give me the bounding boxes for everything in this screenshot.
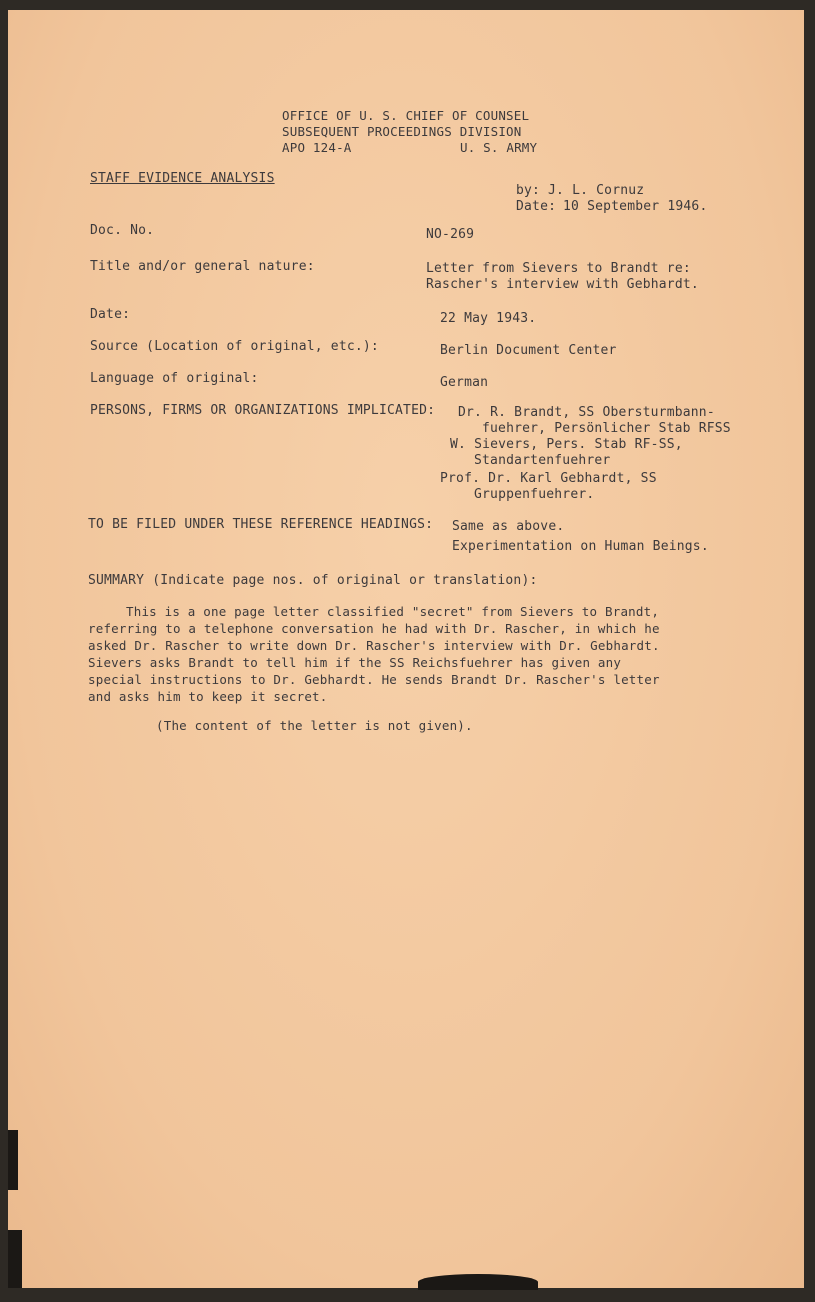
date-label: Date: [516, 199, 557, 214]
summary-label: SUMMARY (Indicate page nos. of original or translation): [88, 573, 538, 588]
paper-edge-damage [8, 1230, 22, 1288]
by-label: by: [516, 183, 541, 198]
title-nature-value-1: Letter from Sievers to Brandt re: [426, 261, 691, 276]
summary-line-6: and asks him to keep it secret. [88, 689, 328, 704]
language-value: German [440, 375, 489, 390]
doc-no-label: Doc. No. [90, 223, 155, 238]
document-page [8, 10, 804, 1288]
paper-tear [418, 1274, 538, 1290]
header-line-1: OFFICE OF U. S. CHIEF OF COUNSEL [282, 108, 530, 123]
document-title: STAFF EVIDENCE ANALYSIS [90, 171, 275, 186]
doc-no-value: NO-269 [426, 227, 475, 242]
persons-line-6: Gruppenfuehrer. [474, 487, 595, 502]
language-label: Language of original: [90, 371, 259, 386]
persons-line-4: Standartenfuehrer [474, 453, 611, 468]
doc-date-value: 22 May 1943. [440, 311, 537, 326]
doc-date-label: Date: [90, 307, 131, 322]
persons-label: PERSONS, FIRMS OR ORGANIZATIONS IMPLICATED: [90, 403, 436, 418]
source-label: Source (Location of original, etc.): [90, 339, 379, 354]
summary-line-4: Sievers asks Brandt to tell him if the SS Reichsfuehrer has given any [88, 655, 622, 670]
filed-under-line-1: Same as above. [452, 519, 565, 534]
summary-line-1: This is a one page letter classified "secret" from Sievers to Brandt, [126, 604, 660, 619]
filed-under-line-2: Experimentation on Human Beings. [452, 539, 709, 554]
date-value: 10 September 1946. [563, 199, 708, 214]
source-value: Berlin Document Center [440, 343, 617, 358]
title-nature-label: Title and/or general nature: [90, 259, 315, 274]
filed-under-label: TO BE FILED UNDER THESE REFERENCE HEADINGS: [88, 517, 434, 532]
persons-line-3: W. Sievers, Pers. Stab RF-SS, [450, 437, 683, 452]
summary-note: (The content of the letter is not given). [156, 718, 473, 733]
paper-edge-damage [8, 1130, 18, 1190]
persons-line-5: Prof. Dr. Karl Gebhardt, SS [440, 471, 657, 486]
summary-line-3: asked Dr. Rascher to write down Dr. Rascher's interview with Dr. Gebhardt. [88, 638, 660, 653]
header-line-2: SUBSEQUENT PROCEEDINGS DIVISION [282, 124, 522, 139]
summary-line-5: special instructions to Dr. Gebhardt. He sends Brandt Dr. Rascher's letter [88, 672, 660, 687]
header-line-3-right: U. S. ARMY [460, 140, 538, 155]
by-value: J. L. Cornuz [548, 183, 645, 198]
header-line-3-left: APO 124-A [282, 140, 352, 155]
summary-line-2: referring to a telephone conversation he had with Dr. Rascher, in which he [88, 621, 660, 636]
persons-line-2: fuehrer, Persönlicher Stab RFSS [482, 421, 731, 436]
persons-line-1: Dr. R. Brandt, SS Obersturmbann- [458, 405, 715, 420]
title-nature-value-2: Rascher's interview with Gebhardt. [426, 277, 699, 292]
